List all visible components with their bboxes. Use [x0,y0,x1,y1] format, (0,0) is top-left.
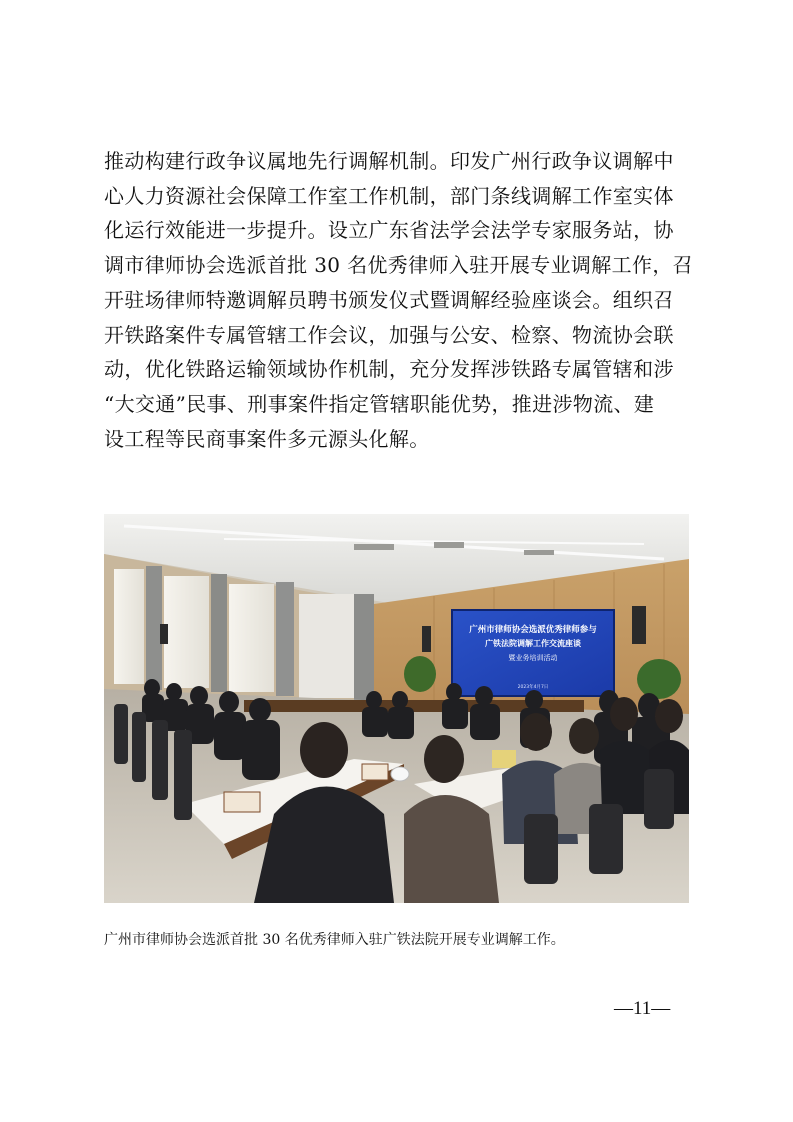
body-line: 开驻场律师特邀调解员聘书颁发仪式暨调解经验座谈会。组织召 [104,287,674,312]
body-paragraph [104,144,696,456]
screen-line-3: 暨业务培训活动 [508,654,558,662]
body-line: 开铁路案件专属管辖工作会议，加强与公安、检察、物流协会联 [104,322,674,347]
body-line: 化运行效能进一步提升。设立广东省法学会法学专家服务站，协 [104,218,674,243]
screen-line-2: 广铁法院调解工作交流座谈 [485,639,581,648]
body-line: 心人力资源社会保障工作室工作机制，部门条线调解工作室实体 [104,183,674,208]
body-line: 动，优化铁路运输领域协作机制，充分发挥涉铁路专属管辖和涉 [104,357,674,382]
body-line: 推动构建行政争议属地先行调解机制。印发广州行政争议调解中 [104,149,674,173]
screen-line-1: 广州市律师协会选派优秀律师参与 [469,625,597,635]
page-number: —11— [614,998,671,1019]
meeting-photo [104,514,689,903]
screen-date: 2023年4月7日 [517,685,549,690]
body-line: 设工程等民商事案件多元源头化解。 [104,426,430,451]
body-line: “大交通”民事、刑事案件指定管辖职能优势，推进涉物流、建 [104,391,655,416]
body-line: 调市律师协会选派首批 30 名优秀律师入驻开展专业调解工作，召 [104,253,694,278]
photo-caption: 广州市律师协会选派首批 30 名优秀律师入驻广铁法院开展专业调解工作。 [104,932,565,948]
